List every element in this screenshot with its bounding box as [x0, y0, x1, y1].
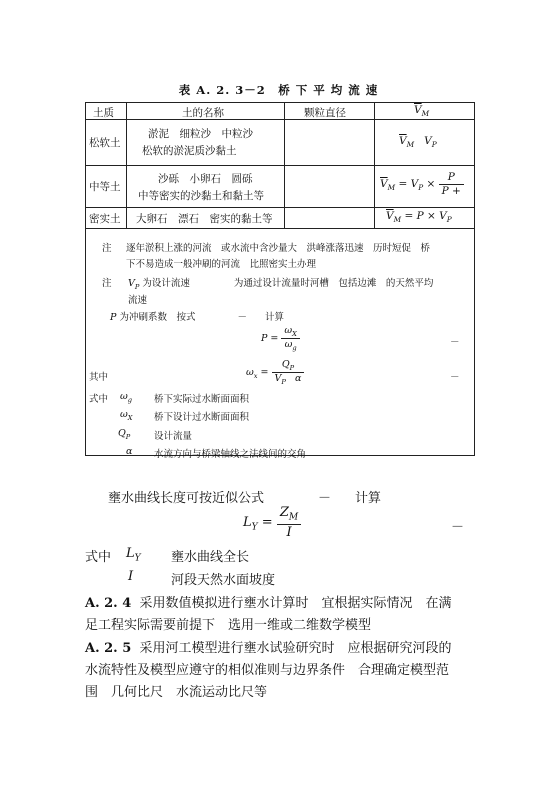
- equation-p: P = $\frac{\omega_X}{\omega_g}$: [261, 325, 300, 352]
- def-symbol: α: [126, 446, 133, 457]
- note1-line1: 逐年淤积上涨的河流 或水流中含沙量大 洪峰涨落迅速 历时短促 桥: [126, 243, 431, 254]
- def-symbol-i: I: [128, 569, 134, 584]
- qizhong-label: 其中: [89, 372, 109, 383]
- soil-names-medium-2: 中等密实的沙黏土和黏土等: [138, 190, 264, 202]
- def-text-ly: 壅水曲线全长: [171, 550, 250, 565]
- equation-omega-x: $\omega_x$ = $\frac{Q_P}{V_P \alpha}$: [246, 359, 304, 386]
- equation-omega-number: －: [450, 372, 460, 383]
- def-symbol: $\omega_X$: [120, 409, 133, 422]
- formula-loose: $\overline{V}_M$ $V_P$: [399, 135, 437, 150]
- flow-velocity-table: [85, 102, 475, 460]
- soil-names-loose-2: 松软的淤泥质沙黏土: [142, 145, 237, 157]
- note1-line2: 下不易造成一般冲刷的河流 比照密实土办理: [126, 259, 317, 270]
- table-rule: [86, 165, 474, 166]
- soil-names-loose-1: 淤泥 细粒沙 中粒沙: [148, 128, 253, 140]
- note2-line1: $V_P$ 为设计流速 为通过设计流量时河槽 包括边滩 的天然平均: [128, 278, 434, 291]
- header-mean-velocity: $\overline{V}_M$: [414, 104, 430, 119]
- def-text: 设计流量: [154, 431, 193, 442]
- shizhong-body-label: 式中: [85, 550, 112, 565]
- scour-coefficient-line: P 为冲刷系数 按式 － 计算: [110, 312, 284, 323]
- note1-label: 注: [102, 243, 112, 254]
- def-text: 水流方向与桥梁轴线之法线间的交角: [154, 449, 307, 460]
- clause-a25-line1: A. 2. 5 采用河工模型进行壅水试验研究时 应根据研究河段的: [85, 641, 452, 656]
- backwater-length-intro: 壅水曲线长度可按近似公式 － 计算: [108, 491, 382, 506]
- table-rule: [86, 207, 474, 208]
- clause-a24-line1: A. 2. 4 采用数值模拟进行壅水计算时 宜根据实际情况 在满: [85, 596, 452, 611]
- formula-dense: $\overline{V}_M = P \times V_P$: [386, 210, 452, 225]
- note2-label: 注: [102, 278, 112, 289]
- shizhong-label: 式中: [89, 394, 109, 405]
- soil-names-dense: 大卵石 漂石 密实的黏土等: [136, 213, 273, 225]
- table-rule: [126, 103, 127, 228]
- def-text-i: 河段天然水面坡度: [171, 573, 276, 588]
- table-rule: [86, 119, 474, 120]
- table-rule: [284, 103, 285, 228]
- header-soil-name: 土的名称: [182, 107, 224, 119]
- equation-ly: $L_Y$ = $\frac{Z_M}{I}$: [243, 505, 301, 540]
- equation-p-number: －: [450, 337, 460, 348]
- header-soil-type: 土质: [93, 107, 114, 119]
- soil-type-medium: 中等土: [89, 181, 121, 193]
- clause-a25-line3: 围 几何比尺 水流运动比尺等: [85, 685, 268, 700]
- def-symbol: $Q_P$: [118, 428, 131, 441]
- def-symbol: $\omega_g$: [120, 391, 133, 404]
- clause-a25-line2: 水流特性及模型应遵守的相似准则与边界条件 合理确定模型范: [85, 663, 450, 678]
- header-grain-size: 颗粒直径: [304, 107, 346, 119]
- def-symbol-ly: $L_Y$: [126, 546, 141, 564]
- formula-medium: $\overline{V}_M = V_P$ × $\frac{P}{P +}$: [380, 171, 464, 197]
- table-rule: [374, 103, 375, 228]
- note2-line2: 流速: [128, 295, 148, 306]
- table-rule: [86, 228, 474, 229]
- table-title: 表 A. 2. 3－2 桥 下 平 均 流 速: [178, 83, 379, 97]
- soil-type-dense: 密实土: [89, 213, 121, 225]
- soil-type-loose: 松软土: [89, 137, 121, 149]
- equation-ly-number: －: [451, 520, 465, 535]
- soil-names-medium-1: 沙砾 小卵石 圆砾: [158, 173, 253, 185]
- def-text: 桥下设计过水断面面积: [154, 412, 250, 423]
- def-text: 桥下实际过水断面面积: [154, 394, 250, 405]
- clause-a24-line2: 足工程实际需要前提下 选用一维或二维数学模型: [85, 618, 372, 633]
